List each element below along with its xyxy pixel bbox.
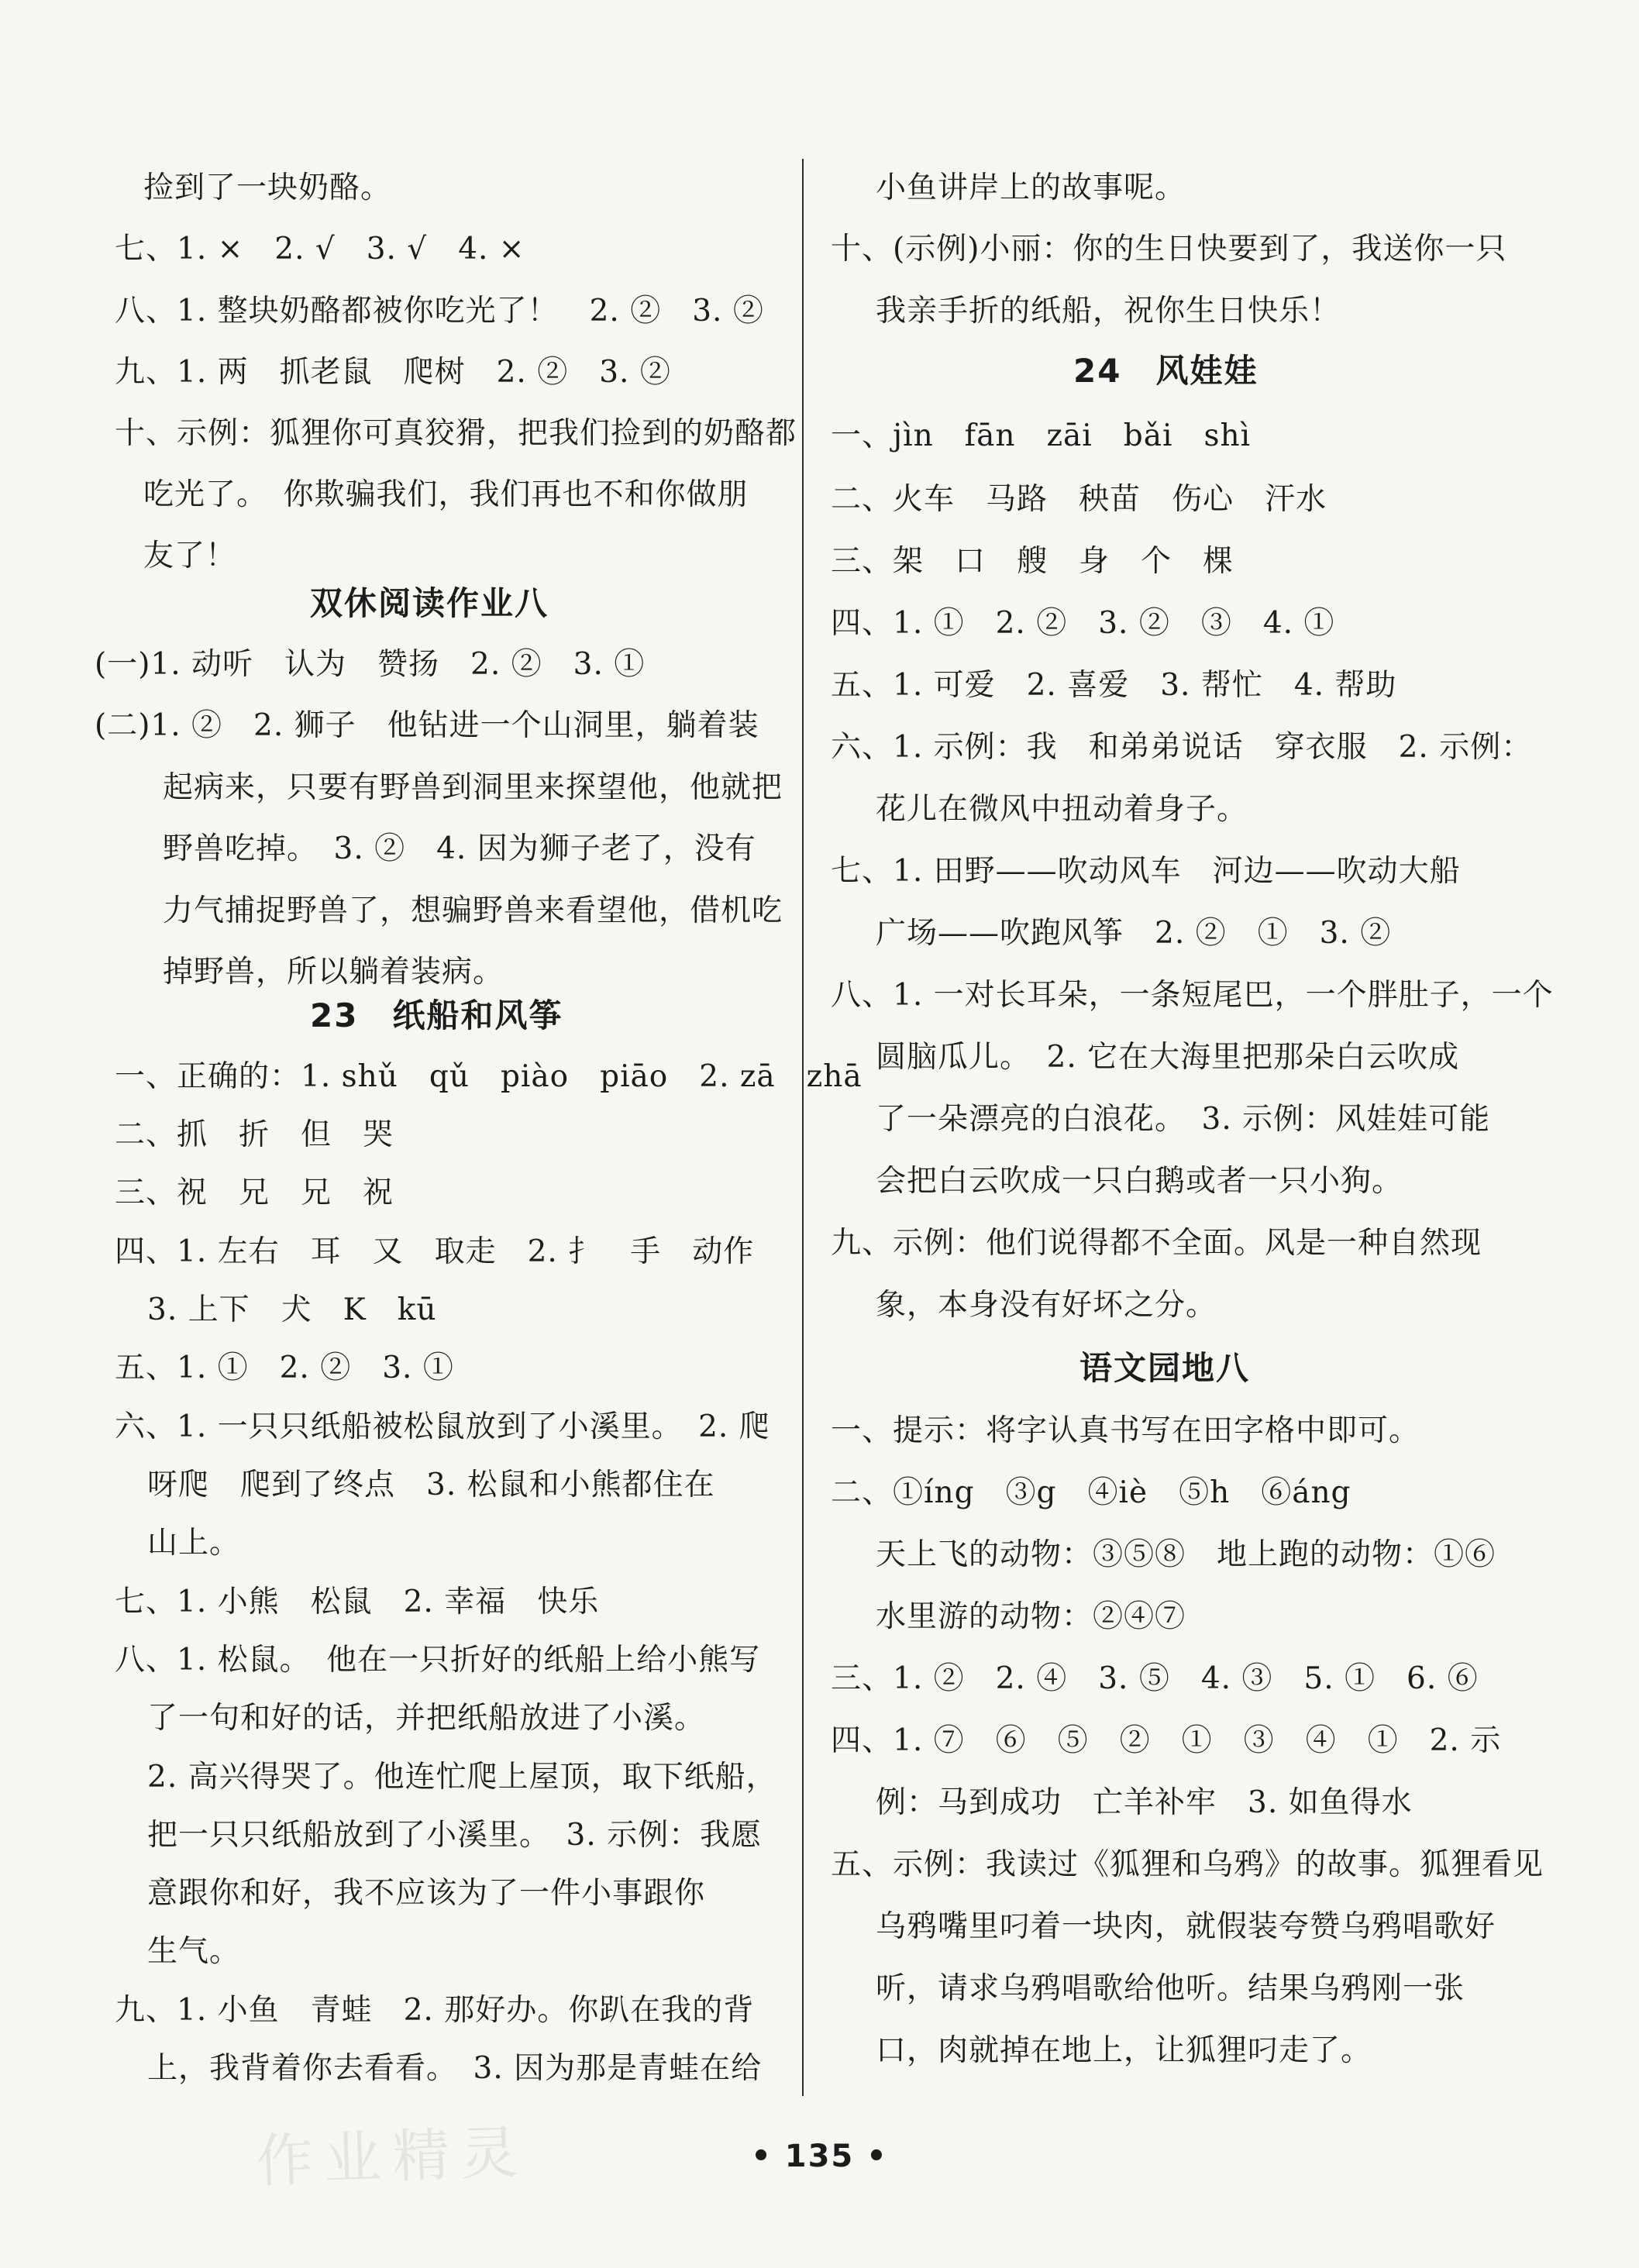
answer-line: 了一朵漂亮的白浪花。 3. 示例：风娃娃可能 [876,1102,1491,1137]
answer-line: 十、(示例)小丽：你的生日快要到了，我送你一只 [831,232,1507,267]
watermark: 作业精灵 [254,2118,530,2196]
answer-line: 意跟你和好，我不应该为了一件小事跟你 [147,1876,706,1911]
answer-line: 花儿在微风中扭动着身子。 [876,792,1248,827]
answer-line: 3. 上下 犬 K kū [147,1292,437,1327]
answer-line: 四、1. ⑦ ⑥ ⑤ ② ① ③ ④ ① 2. 示 [831,1723,1502,1758]
answer-line: 山上。 [147,1526,241,1561]
answer-line: 八、1. 松鼠。 他在一只折好的纸船上给小熊写 [115,1643,761,1678]
answer-line: 八、1. 整块奶酪都被你吃光了！ 2. ② 3. ② [115,294,764,329]
answer-line: (一)1. 动听 认为 赞扬 2. ② 3. ① [95,647,646,682]
answer-line: 把一只只纸船放到了小溪里。 3. 示例：我愿 [147,1818,763,1853]
answer-line: 天上飞的动物：③⑤⑧ 地上跑的动物：①⑥ [876,1537,1496,1572]
answer-line: 力气捕捉野兽了，想骗野兽来看望他，借机吃 [163,893,783,928]
answer-line: 九、1. 两 抓老鼠 爬树 2. ② 3. ② [115,355,671,390]
section-heading: 双休阅读作业八 [310,584,549,622]
section-heading: 24 风娃娃 [1073,352,1259,390]
answer-line: (二)1. ② 2. 狮子 他钻进一个山洞里，躺着装 [95,708,759,743]
answer-line: 水里游的动物：②④⑦ [876,1599,1186,1634]
answer-line: 二、抓 折 但 哭 [115,1117,394,1152]
answer-line: 乌鸦嘴里叼着一块肉，就假装夸赞乌鸦唱歌好 [876,1909,1496,1944]
answer-line: 吃光了。 你欺骗我们，我们再也不和你做朋 [143,477,749,512]
answer-line: 四、1. ① 2. ② 3. ② ③ 4. ① [831,606,1335,641]
page-number: • 135 • [751,2139,888,2174]
answer-line: 听，请求乌鸦唱歌给他听。结果乌鸦刚一张 [876,1971,1465,2006]
answer-line: 九、示例：他们说得都不全面。风是一种自然现 [831,1226,1482,1261]
answer-line: 五、1. ① 2. ② 3. ① [115,1351,454,1385]
answer-line: 一、jìn fān zāi bǎi shì [831,418,1252,453]
answer-line: 二、火车 马路 秧苗 伤心 汗水 [831,482,1327,517]
answer-line: 十、示例：狐狸你可真狡猾，把我们捡到的奶酪都 [115,416,797,451]
answer-line: 野兽吃掉。 3. ② 4. 因为狮子老了，没有 [163,831,756,866]
answer-line: 生气。 [147,1934,241,1969]
answer-line: 七、1. 小熊 松鼠 2. 幸福 快乐 [115,1585,600,1619]
answer-line: 掉野兽，所以躺着装病。 [163,955,504,989]
answer-line: 三、1. ② 2. ④ 3. ⑤ 4. ③ 5. ① 6. ⑥ [831,1661,1479,1696]
answer-line: 四、1. 左右 耳 又 取走 2. 扌 手 动作 [115,1234,755,1269]
answer-line: 八、1. 一对长耳朵，一条短尾巴，一个胖肚子，一个 [831,978,1554,1013]
answer-line: 六、1. 一只只纸船被松鼠放到了小溪里。 2. 爬 [115,1409,770,1444]
answer-line: 广场——吹跑风筝 2. ② ① 3. ② [876,916,1392,951]
answer-line: 圆脑瓜儿。 2. 它在大海里把那朵白云吹成 [876,1040,1460,1075]
answer-line: 二、①íng ③g ④iè ⑤h ⑥áng [831,1475,1351,1510]
answer-line: 友了！ [143,539,237,573]
section-heading: 23 纸船和风筝 [310,996,563,1034]
answer-line: 口，肉就掉在地上，让狐狸叼走了。 [876,2033,1372,2068]
answer-line: 象，本身没有好坏之分。 [876,1288,1217,1323]
answer-line: 六、1. 示例：我 和弟弟说话 穿衣服 2. 示例： [831,730,1533,765]
answer-line: 了一句和好的话，并把纸船放进了小溪。 [147,1701,706,1736]
answer-line: 七、1. × 2. √ 3. √ 4. × [115,232,525,267]
answer-line: 我亲手折的纸船，祝你生日快乐！ [876,294,1341,329]
answer-line: 2. 高兴得哭了。他连忙爬上屋顶，取下纸船， [147,1760,777,1795]
answer-line: 一、提示：将字认真书写在田字格中即可。 [831,1413,1420,1448]
answer-line: 呀爬 爬到了终点 3. 松鼠和小熊都住在 [147,1468,715,1502]
section-heading: 语文园地八 [1079,1349,1251,1387]
answer-line: 一、正确的：1. shǔ qǔ piào piāo 2. zā zhā [115,1059,863,1094]
answer-line: 小鱼讲岸上的故事呢。 [876,170,1186,205]
answer-line: 捡到了一块奶酪。 [143,170,392,205]
answer-line: 五、示例：我读过《狐狸和乌鸦》的故事。狐狸看见 [831,1847,1544,1882]
answer-line: 上，我背着你去看看。 3. 因为那是青蛙在给 [147,2051,763,2086]
answer-line: 三、架 口 艘 身 个 棵 [831,544,1234,579]
answer-line: 九、1. 小鱼 青蛙 2. 那好办。你趴在我的背 [115,1993,755,2028]
answer-line: 会把白云吹成一只白鹅或者一只小狗。 [876,1164,1403,1199]
answer-line: 七、1. 田野——吹动风车 河边——吹动大船 [831,854,1461,889]
answer-line: 五、1. 可爱 2. 喜爱 3. 帮忙 4. 帮助 [831,668,1397,703]
column-divider [802,159,804,2096]
answer-line: 三、祝 兄 兄 祝 [115,1175,394,1210]
answer-line: 起病来，只要有野兽到洞里来探望他，他就把 [163,770,783,805]
answer-line: 例：马到成功 亡羊补牢 3. 如鱼得水 [876,1785,1413,1820]
